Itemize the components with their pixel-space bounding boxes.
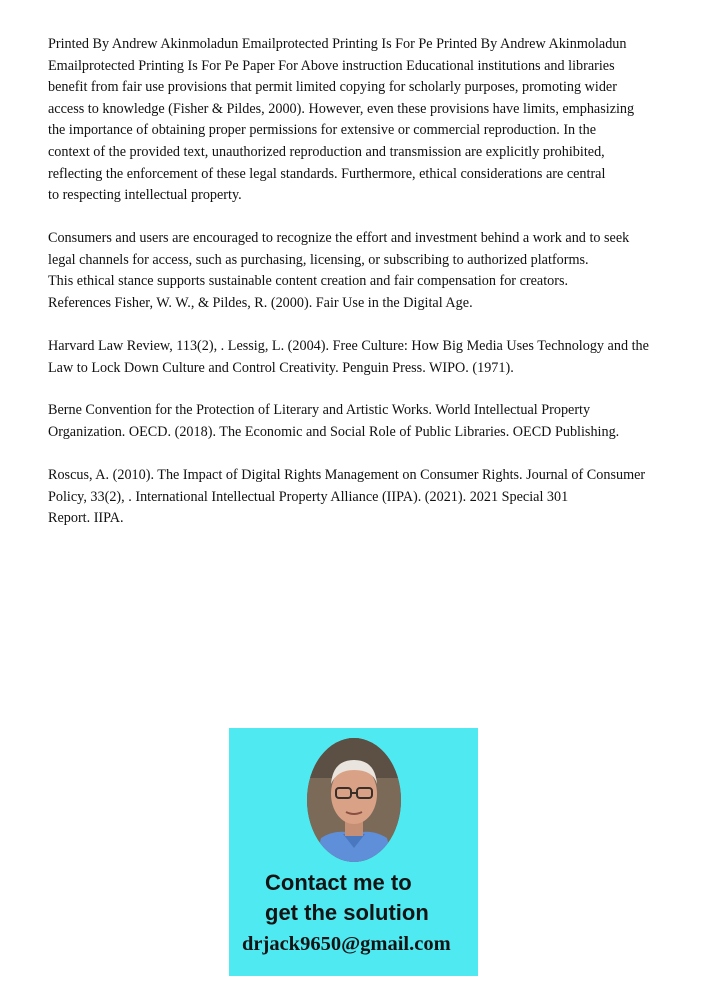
document-body	[48, 34, 688, 551]
text-line: reflecting the enforcement of these legal standards. Furthermore, ethical considerations are central	[48, 165, 606, 182]
text-line: legal channels for access, such as purchasing, licensing, or subscribing to authorized platforms.	[48, 251, 589, 268]
contact-line-2: get the solution	[265, 900, 429, 925]
paragraph-2	[48, 228, 688, 314]
text-line: This ethical stance supports sustainable content creation and fair compensation for creators.	[48, 273, 569, 290]
text-line: Consumers and users are encouraged to recognize the effort and investment behind a work and to seek	[48, 230, 630, 247]
text-line: to respecting intellectual property.	[48, 187, 242, 204]
text-line: Law to Lock Down Culture and Control Creativity. Penguin Press. WIPO. (1971).	[48, 359, 514, 376]
paragraph-1	[48, 34, 688, 207]
paragraph-4	[48, 400, 688, 443]
text-line: benefit from fair use provisions that permit limited copying for scholarly purposes, promoting wider	[48, 79, 617, 96]
text-line: Emailprotected Printing Is For Pe Paper For Above instruction Educational institutions and libraries	[48, 57, 615, 74]
contact-line-1: Contact me to	[265, 870, 412, 895]
contact-email-link[interactable]: drjack9650@gmail.com	[242, 933, 451, 955]
paragraph-5	[48, 465, 688, 530]
text-line: Report. IIPA.	[48, 510, 124, 527]
text-line: Organization. OECD. (2018). The Economic and Social Role of Public Libraries. OECD Publishing.	[48, 424, 620, 441]
text-line: Printed By Andrew Akinmoladun Emailprotected Printing Is For Pe Printed By Andrew Akinmoladun	[48, 36, 627, 52]
text-line: Berne Convention for the Protection of Literary and Artistic Works. World Intellectual Property	[48, 402, 591, 419]
text-line: Policy, 33(2), . International Intellectual Property Alliance (IIPA). (2021). 2021 Special 301	[48, 488, 569, 505]
text-line: context of the provided text, unauthorized reproduction and transmission are explicitly prohibited,	[48, 143, 605, 160]
contact-advertisement[interactable]	[229, 728, 478, 976]
text-line: access to knowledge (Fisher & Pildes, 2000). However, even these provisions have limits, emphasizing	[48, 100, 635, 117]
contact-heading	[265, 868, 429, 928]
text-line: Harvard Law Review, 113(2), . Lessig, L. (2004). Free Culture: How Big Media Uses Technology and the	[48, 337, 649, 354]
text-line: References Fisher, W. W., & Pildes, R. (2000). Fair Use in the Digital Age.	[48, 294, 473, 311]
paragraph-3	[48, 336, 688, 379]
text-line: Roscus, A. (2010). The Impact of Digital Rights Management on Consumer Rights. Journal of Consumer	[48, 467, 646, 484]
text-line: the importance of obtaining proper permissions for extensive or commercial reproduction. In the	[48, 122, 597, 139]
person-portrait-icon	[307, 738, 401, 862]
